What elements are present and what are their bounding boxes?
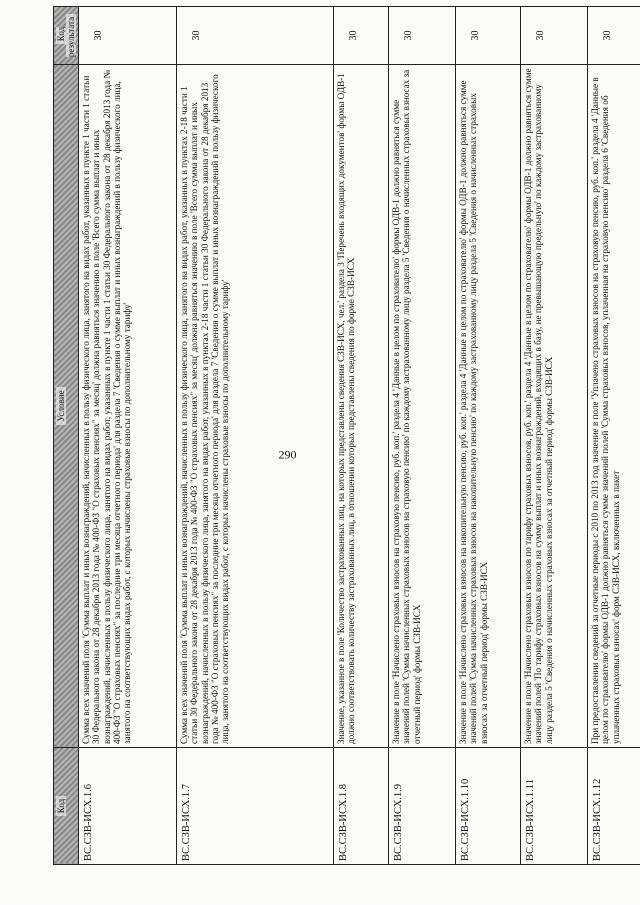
- rule-result-code: 30: [389, 7, 456, 65]
- rule-condition: Значение в поле 'Начислено страховых взносов на накопительную пенсию, руб. коп.' раздела 4 'Данные в целом по страхователю' формы ОДВ-1 должно равняться сумме значений полей 'Сумма начисленных страховых взносов на накопительную пенсию' по каждому застрахованному лицу раздела 5 'Сведения о начисленных страховых взносах за отчетный период' формы СЗВ-ИСХ: [456, 65, 521, 748]
- rule-code: ВС.СЗВ-ИСХ.1.8: [334, 748, 389, 865]
- rule-result-code: 30: [79, 7, 177, 65]
- rule-result-code: 30: [456, 7, 521, 65]
- table-header-row: [54, 7, 79, 865]
- table-row: [521, 7, 588, 865]
- rule-code: ВС.СЗВ-ИСХ.1.11: [521, 748, 588, 865]
- rule-condition: При предоставлении сведений за отчетные периоды с 2010 по 2013 год значение в поле 'Уплачено страховых взносов на страховую пенсию, руб. коп.' раздела 4 'Данные в целом по страхователю' формы ОДВ-1 должно равняться сумме значений полей 'Сумма страховых взносов, уплаченная на страховую пенсию' раздела 6 'Сведения об уплаченных страховых взносах' форм СЗВ-ИСХ, включенных в пакет: [588, 65, 640, 748]
- rule-condition: Сумма всех значений поля 'Сумма выплат и иных вознаграждений, начисленных в пользу физического лица, занятого на видах работ, указанных в пункте 1 части 1 статьи 30 Федерального закона от 28 декабря 2013 года № 400-ФЗ "О страховых пенсиях" за месяц' должна равняться значению в поле 'Всего сумма выплат и иных вознаграждений, начисленных в пользу физического лица, занятого на видах работ, указанных в пункте 1 части 1 статьи 30 Федерального закона от 28 декабря 2013 года № 400-ФЗ "О страховых пенсиях" за последние три месяца отчетного периода' для раздела 7 'Сведения о сумме выплат и иных вознаграждений в пользу физического лица, занятого на соответствующих видах работ, с которых начислены страховые взносы по дополнительному тарифу': [79, 65, 177, 748]
- rule-result-code: 30: [334, 7, 389, 65]
- table-row: [334, 7, 389, 865]
- rule-condition: Значение, указанное в поле 'Количество застрахованных лиц, на которых представлены сведения СЗВ-ИСХ, чел.' раздела 3 'Перечень входящих документов' формы ОДВ-1 должно соответствовать количеству застрахованных лиц, в отношении которых представлены сведения по форме СЗВ-ИСХ: [334, 65, 389, 748]
- rule-code: ВС.СЗВ-ИСХ.1.6: [79, 748, 177, 865]
- table-row: [456, 7, 521, 865]
- validation-rules-table: [53, 6, 640, 865]
- rule-code: ВС.СЗВ-ИСХ.1.10: [456, 748, 521, 865]
- header-condition: Условие: [54, 65, 79, 748]
- rule-condition: Сумма всех значений поля 'Сумма выплат и иных вознаграждений, начисленных в пользу физического лица, занятого на видах работ, указанных в пунктах 2-18 части 1 статьи 30 Федерального закона от 28 декабря 2013 года № 400-ФЗ "О страховых пенсиях" за месяц' должна равняться значению в поле 'Всего сумма выплат и иных вознаграждений, начисленных в пользу физического лица, занятого на видах работ, указанных в пунктах 2-18 части 1 статьи 30 Федерального закона от 28 декабря 2013 года № 400-ФЗ "О страховых пенсиях" за последние три месяца отчетного периода' для раздела 7 'Сведения о сумме выплат и иных вознаграждений в пользу физического лица, занятого на соответствующих видах работ, с которых начислены страховые взносы по дополнительному тарифу': [177, 65, 334, 748]
- header-result-code: Код результата: [54, 7, 79, 65]
- rule-result-code: 30: [177, 7, 334, 65]
- header-code: Код: [54, 748, 79, 865]
- rule-condition: Значение в поле 'Начислено страховых взносов на страховую пенсию, руб. коп.' раздела 4 'Данные в целом по страхователю' формы ОДВ-1 должно равняться сумме значений полей 'Сумма начисленных страховых взносов на страховую пенсию' по каждому застрахованному лицу раздела 5 'Сведения о начисленных страховых взносах за отчетный период' формы СЗВ-ИСХ: [389, 65, 456, 748]
- rule-result-code: 30: [521, 7, 588, 65]
- rule-result-code: 30: [588, 7, 640, 65]
- table-row: [79, 7, 177, 865]
- page-number: 290: [278, 447, 297, 462]
- table-row: [177, 7, 334, 865]
- rule-code: ВС.СЗВ-ИСХ.1.12: [588, 748, 640, 865]
- rule-code: ВС.СЗВ-ИСХ.1.9: [389, 748, 456, 865]
- table-row: [389, 7, 456, 865]
- table-row: [588, 7, 640, 865]
- rule-condition: Значение в поле 'Начислено страховых взносов по тарифу страховых взносов, руб. коп.' раздела 4 'Данные в целом по страхователю' формы ОДВ-1 должно равняться сумме значений полей 'По тарифу страховых взносов на сумму выплат и иных вознаграждений, входящих в базу, не превышающую предельную' по каждому застрахованному лицу раздела 5 'Сведения о начисленных страховых взносах за отчетный период' формы СЗВ-ИСХ: [521, 65, 588, 748]
- rule-code: ВС.СЗВ-ИСХ.1.7: [177, 748, 334, 865]
